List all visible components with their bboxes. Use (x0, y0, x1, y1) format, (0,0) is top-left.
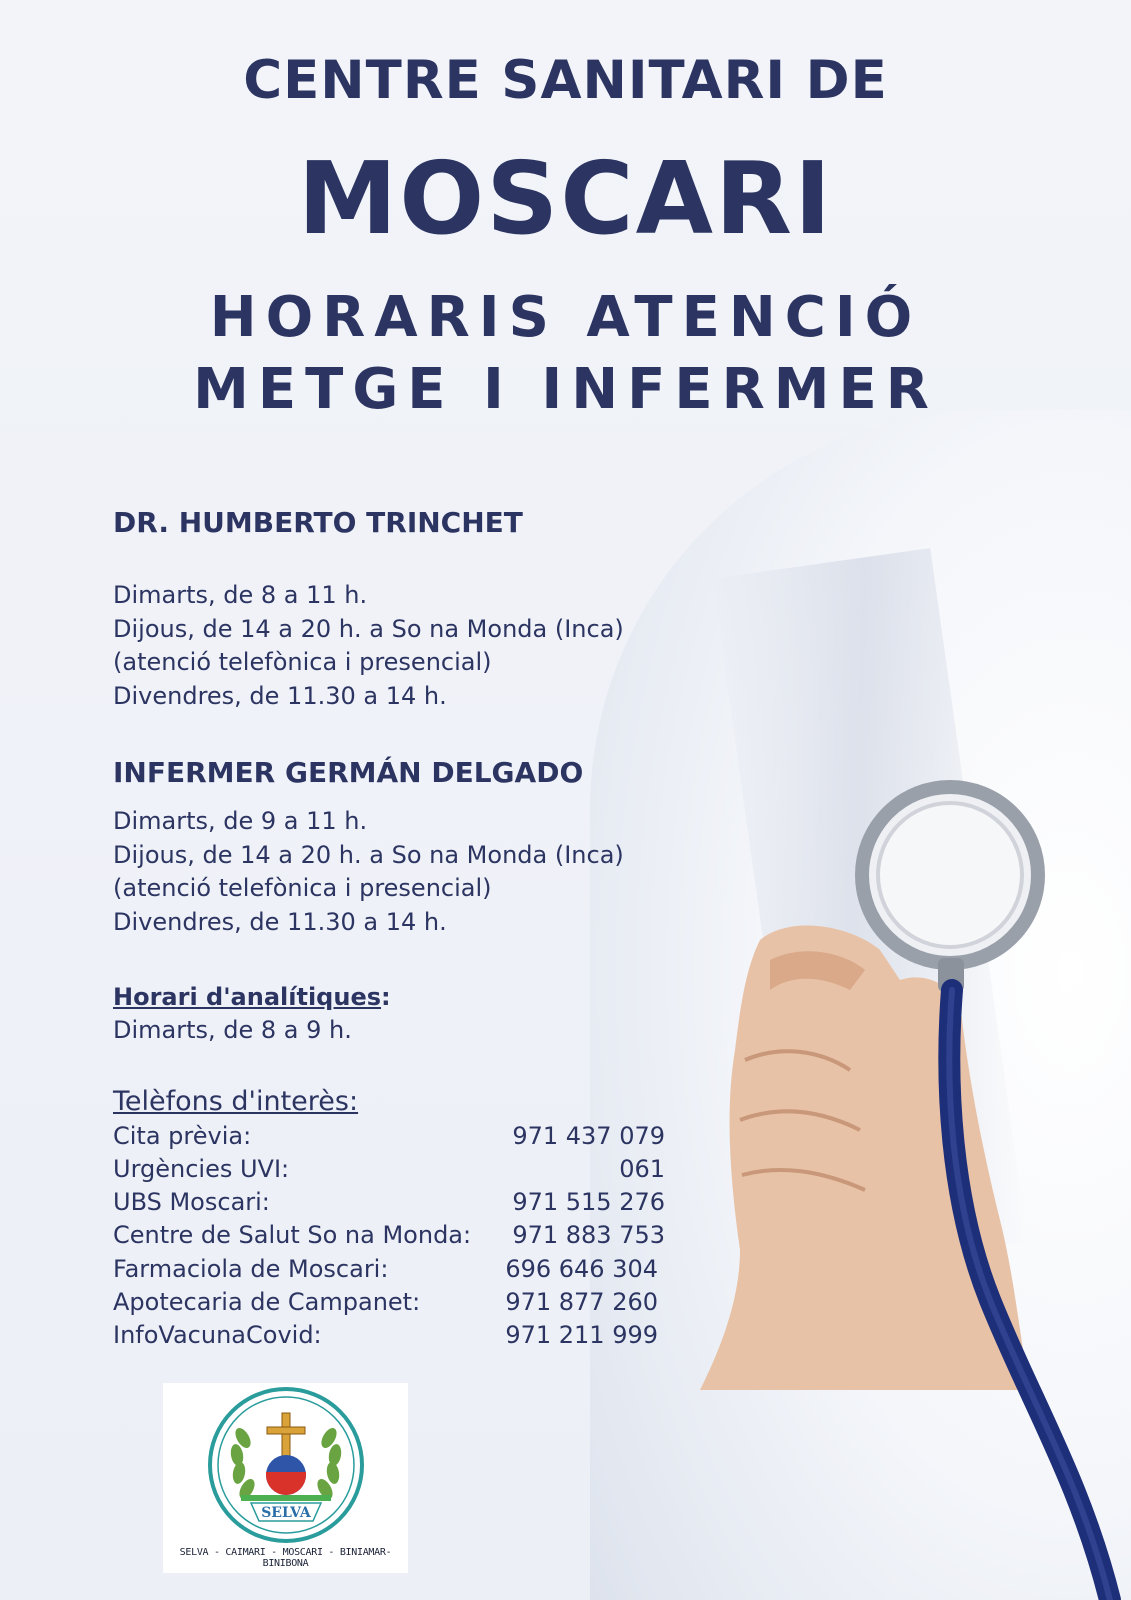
phones-heading: Telèfons d'interès: (113, 1085, 359, 1117)
emblem-text: SELVA (261, 1505, 311, 1521)
stethoscope-tube-icon (840, 780, 1130, 1600)
logo-caption: SELVA - CAIMARI - MOSCARI - BINIAMAR- BINIBONA (179, 1547, 392, 1569)
phone-number: 061 (619, 1154, 665, 1183)
phone-number: 971 515 276 (512, 1188, 665, 1217)
doctor-schedule-line: (atenció telefònica i presencial) (113, 648, 492, 676)
phone-name: Farmaciola de Moscari: (113, 1254, 389, 1283)
phone-name: Urgències UVI: (113, 1154, 290, 1183)
subtitle-horaris: HORARIS ATENCIÓ (209, 285, 922, 350)
lab-heading (113, 981, 673, 1014)
phone-name: Centre de Salut So na Monda: (113, 1221, 472, 1250)
lab-schedule: Dimarts, de 8 a 9 h. (113, 1016, 352, 1044)
doctor-name: DR. HUMBERTO TRINCHET (113, 506, 523, 539)
nurse-name: INFERMER GERMÁN DELGADO (113, 756, 584, 789)
schedule-content (113, 505, 673, 1353)
phone-number: 696 646 304 (505, 1254, 658, 1283)
phone-number: 971 883 753 (512, 1221, 665, 1250)
phone-name: Cita prèvia: (113, 1121, 252, 1150)
phone-row (113, 1186, 665, 1219)
nurse-schedule-line: Dimarts, de 9 a 11 h. (113, 807, 368, 835)
phone-name: UBS Moscari: (113, 1188, 270, 1217)
phone-row (113, 1120, 665, 1153)
phone-name: Apotecaria de Campanet: (113, 1287, 421, 1316)
nurse-schedule-line: (atenció telefònica i presencial) (113, 874, 492, 902)
selva-logo (163, 1383, 408, 1573)
phone-number: 971 437 079 (512, 1121, 665, 1150)
subtitle-block (0, 282, 1131, 426)
title-moscari: MOSCARI (297, 140, 834, 257)
doctor-schedule-line: Divendres, de 11.30 a 14 h. (113, 681, 447, 710)
title-centre-sanitari: CENTRE SANITARI DE (243, 50, 888, 111)
lab-heading-suffix: : (381, 983, 391, 1011)
selva-emblem-icon (163, 1383, 408, 1553)
phone-name: InfoVacunaCovid: (113, 1321, 322, 1350)
nurse-schedule-line: Divendres, de 11.30 a 14 h. (113, 907, 447, 936)
doctor-schedule-line: Dijous, de 14 a 20 h. a So na Monda (Inca) (113, 614, 624, 643)
phone-row (113, 1319, 658, 1352)
phone-row (113, 1253, 658, 1286)
lab-heading-label: Horari d'analítiques (113, 983, 382, 1011)
phone-row (113, 1286, 658, 1319)
nurse-schedule-line: Dijous, de 14 a 20 h. a So na Monda (Inca) (113, 840, 624, 869)
phone-number: 971 211 999 (505, 1321, 658, 1350)
phone-row (113, 1153, 665, 1186)
phone-number: 971 877 260 (505, 1287, 658, 1316)
subtitle-metge-infermer: METGE I INFERMER (193, 357, 938, 422)
phone-row (113, 1219, 665, 1252)
doctor-schedule-line: Dimarts, de 8 a 11 h. (113, 581, 368, 609)
